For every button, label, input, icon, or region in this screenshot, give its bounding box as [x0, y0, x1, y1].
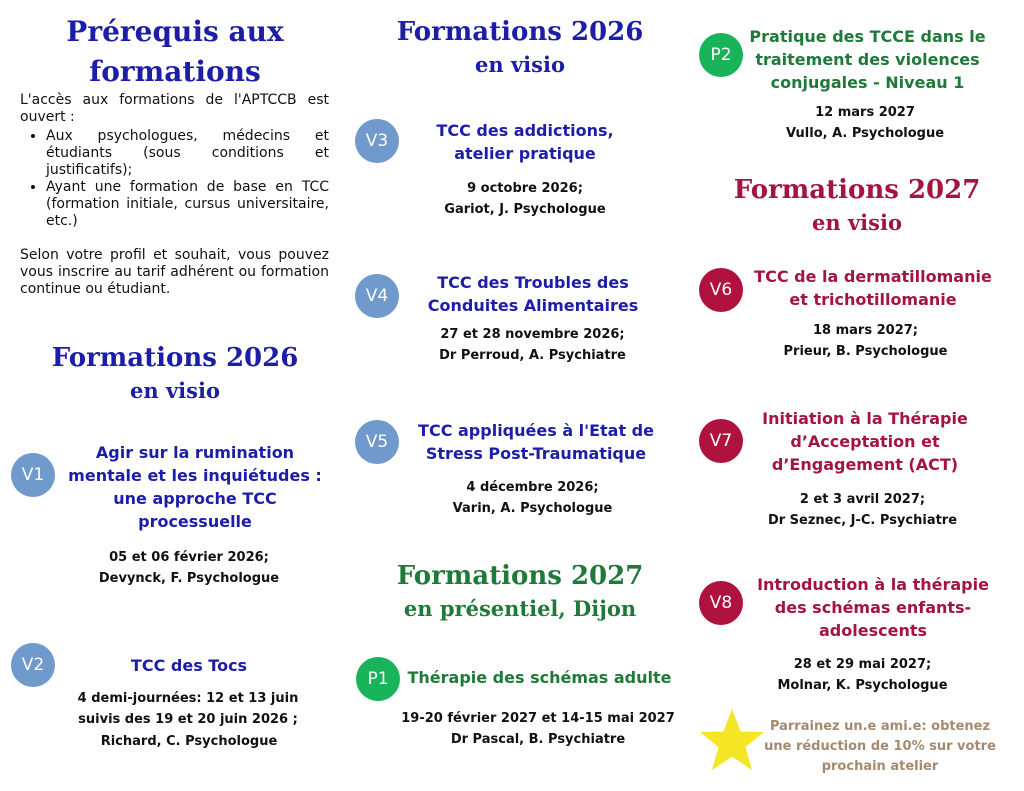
course-date-v7: 2 et 3 avril 2027; [799, 492, 926, 507]
course-speaker-v4: Dr Perroud, A. Psychiatre [439, 348, 626, 363]
prereq-intro: L'accès aux formations de l'APTCCB est ouvert : [20, 92, 329, 125]
course-date-v1: 05 et 06 février 2026; [109, 550, 269, 565]
course-badge-v7: V7 [699, 419, 743, 463]
course-title-v7: Initiation à la Thérapie d’Acceptation et d’Engagement (ACT) [762, 409, 968, 474]
course-title-v2: TCC des Tocs [130, 656, 248, 675]
course-title-v8: Introduction à la thérapie des schémas enfants-adolescents [757, 575, 989, 640]
section-title-mid-2027: Formations 2027 en présentiel, Dijon [396, 561, 644, 621]
referral-text: Parrainez un.e ami.e: obtenez une réduction de 10% sur votre prochain atelier [764, 719, 996, 774]
course-title-v3: TCC des addictions, atelier pratique [436, 121, 614, 163]
course-speaker-p2: Vullo, A. Psychologue [785, 126, 945, 141]
course-badge-v3: V3 [355, 119, 399, 163]
course-title-v5: TCC appliquées à l'Etat de Stress Post-Traumatique [418, 421, 654, 463]
course-badge-v4: V4 [355, 274, 399, 318]
course-speaker-v3: Gariot, J. Psychologue [444, 202, 606, 217]
star-icon [697, 707, 767, 773]
list-item: • Ayant une formation de base en TCC (formation initiale, cursus universitaire, etc.) [46, 179, 329, 230]
course-title-v1: Agir sur la rumination mentale et les inquiétudes : une approche TCC processuelle [68, 443, 322, 531]
course-badge-v6: V6 [699, 268, 743, 312]
course-date-v3: 9 octobre 2026; [467, 181, 583, 196]
course-badge-v2: V2 [11, 643, 55, 687]
course-speaker-v5: Varin, A. Psychologue [452, 501, 613, 516]
prereq-list [20, 128, 329, 230]
prereq-title: Prérequis aux formations [66, 15, 284, 88]
section-title-mid-2026: Formations 2026 en visio [396, 17, 644, 77]
course-title-v6: TCC de la dermatillomanie et trichotillomanie [754, 267, 992, 309]
course-title-p1: Thérapie des schémas adulte [407, 668, 672, 687]
course-date-p2: 12 mars 2027 [815, 105, 915, 120]
course-speaker-v7: Dr Seznec, J-C. Psychiatre [767, 513, 958, 528]
course-speaker-v2: Richard, C. Psychologue [100, 734, 278, 749]
course-date-p1: 19-20 février 2027 et 14-15 mai 2027 [401, 711, 675, 726]
course-date-v4: 27 et 28 novembre 2026; [440, 327, 625, 342]
course-badge-p2: P2 [699, 33, 743, 77]
course-date-v5: 4 décembre 2026; [466, 480, 599, 495]
course-date-v8: 28 et 29 mai 2027; [793, 657, 932, 672]
list-item: • Aux psychologues, médecins et étudiants (sous conditions et justificatifs); [46, 128, 329, 179]
section-title-left-2026: Formations 2026 en visio [51, 343, 299, 403]
course-badge-v8: V8 [699, 581, 743, 625]
course-date-v2: 4 demi-journées: 12 et 13 juin suivis des 19 et 20 juin 2026 ; [77, 691, 299, 727]
course-badge-v5: V5 [355, 420, 399, 464]
section-title-right-2027: Formations 2027 en visio [733, 175, 981, 235]
course-title-v4: TCC des Troubles des Conduites Alimentaires [427, 273, 639, 315]
course-title-p2: Pratique des TCCE dans le traitement des violences conjugales - Niveau 1 [749, 27, 986, 92]
course-speaker-v8: Molnar, K. Psychologue [777, 678, 948, 693]
course-speaker-v1: Devynck, F. Psychologue [98, 571, 280, 586]
course-badge-v1: V1 [11, 453, 55, 497]
course-badge-p1: P1 [356, 657, 400, 701]
course-date-v6: 18 mars 2027; [813, 323, 918, 338]
course-speaker-v6: Prieur, B. Psychologue [783, 344, 948, 359]
prereq-text [20, 92, 329, 298]
course-speaker-p1: Dr Pascal, B. Psychiatre [450, 732, 626, 747]
prereq-profile: Selon votre profil et souhait, vous pouvez vous inscrire au tarif adhérent ou formation continue ou étudiant. [20, 247, 329, 297]
